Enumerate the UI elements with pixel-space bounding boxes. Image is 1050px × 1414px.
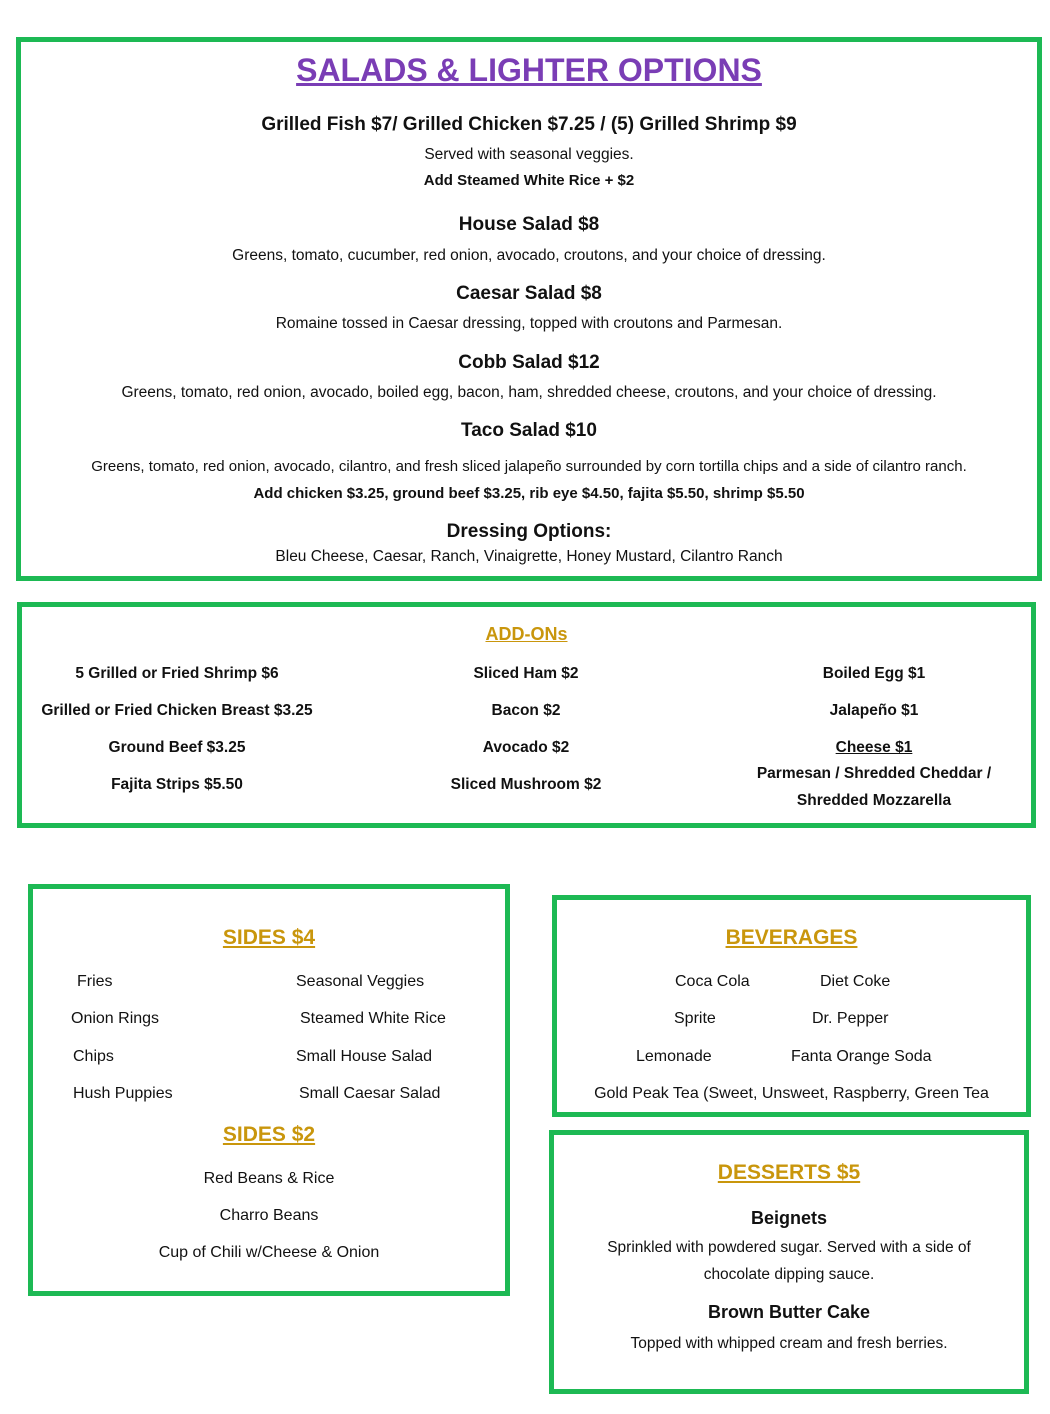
beignets-desc-line2: chocolate dipping sauce. [703,1266,875,1283]
caesar-salad-title: Caesar Salad $8 [456,283,602,304]
taco-salad-desc: Greens, tomato, red onion, avocado, cilantro, and fresh sliced jalapeño surrounded by corn tortilla chips and a side of cilantro ranch. [91,458,967,475]
beverages-title: BEVERAGES [725,926,858,949]
taco-salad-addon: Add chicken $3.25, ground beef $3.25, rib eye $4.50, fajita $5.50, shrimp $5.50 [253,485,805,502]
beverage-item: Coca Cola [675,973,750,990]
desserts-section [549,1130,1029,1394]
sides4-title: SIDES $4 [222,926,316,949]
addon-item: Sliced Mushroom $2 [450,776,602,793]
side-item: Hush Puppies [73,1085,173,1102]
side-item: Red Beans & Rice [203,1170,335,1187]
beverage-item: Lemonade [636,1048,712,1065]
tea-options: Gold Peak Tea (Sweet, Unsweet, Raspberry, Green Tea [594,1085,989,1102]
desserts-title: DESSERTS $5 [717,1161,861,1184]
caesar-salad-desc: Romaine tossed in Caesar dressing, topped with croutons and Parmesan. [275,315,783,332]
side-item: Chips [73,1048,114,1065]
addon-item: Bacon $2 [491,702,561,719]
cheese-options-line2: Shredded Mozzarella [796,792,952,809]
side-item: Steamed White Rice [300,1010,446,1027]
house-salad-title: House Salad $8 [458,214,600,235]
dressing-options: Bleu Cheese, Caesar, Ranch, Vinaigrette, Honey Mustard, Cilantro Ranch [275,548,783,565]
addon-item: Avocado $2 [482,739,570,756]
beverage-item: Sprite [674,1010,716,1027]
side-item: Fries [77,973,113,990]
house-salad-desc: Greens, tomato, cucumber, red onion, avocado, croutons, and your choice of dressing. [232,247,826,264]
addon-item: Cheese $1 [835,739,913,756]
beverage-item: Diet Coke [820,973,891,990]
sides-section [28,884,510,1296]
cake-title: Brown Butter Cake [707,1302,871,1322]
addon-item: Jalapeño $1 [829,702,919,719]
cobb-salad-title: Cobb Salad $12 [458,352,600,373]
beverage-item: Fanta Orange Soda [791,1048,932,1065]
cobb-salad-desc: Greens, tomato, red onion, avocado, boiled egg, bacon, ham, shredded cheese, croutons, and your choice of dressing. [121,384,937,401]
side-item: Small Caesar Salad [299,1085,441,1102]
addon-item: 5 Grilled or Fried Shrimp $6 [75,665,279,682]
side-item: Cup of Chili w/Cheese & Onion [158,1244,380,1261]
salads-title: SALADS & LIGHTER OPTIONS [296,52,762,88]
cheese-options-line1: Parmesan / Shredded Cheddar / [756,765,992,782]
addon-item: Ground Beef $3.25 [108,739,246,756]
side-item: Charro Beans [219,1207,319,1224]
addon-item: Grilled or Fried Chicken Breast $3.25 [41,702,313,719]
beverages-section [552,895,1031,1117]
grilled-desc: Served with seasonal veggies. [424,146,634,163]
grilled-addon: Add Steamed White Rice + $2 [423,172,635,189]
cake-desc: Topped with whipped cream and fresh berries. [630,1335,948,1352]
side-item: Onion Rings [71,1010,160,1027]
addon-item: Fajita Strips $5.50 [111,776,243,793]
addon-item: Boiled Egg $1 [822,665,926,682]
salads-section [16,37,1042,581]
beignets-desc-line1: Sprinkled with powdered sugar. Served with a side of [607,1239,971,1256]
addons-section [17,602,1036,828]
side-item: Seasonal Veggies [296,973,425,990]
sides2-title: SIDES $2 [222,1123,316,1146]
side-item: Small House Salad [296,1048,433,1065]
taco-salad-title: Taco Salad $10 [461,420,597,441]
beverage-item: Dr. Pepper [812,1010,889,1027]
addon-item: Sliced Ham $2 [473,665,579,682]
dressing-title: Dressing Options: [446,521,612,542]
beignets-title: Beignets [750,1208,828,1228]
grilled-title: Grilled Fish $7/ Grilled Chicken $7.25 / (5) Grilled Shrimp $9 [261,114,797,135]
addons-title: ADD-ONs [485,624,568,644]
